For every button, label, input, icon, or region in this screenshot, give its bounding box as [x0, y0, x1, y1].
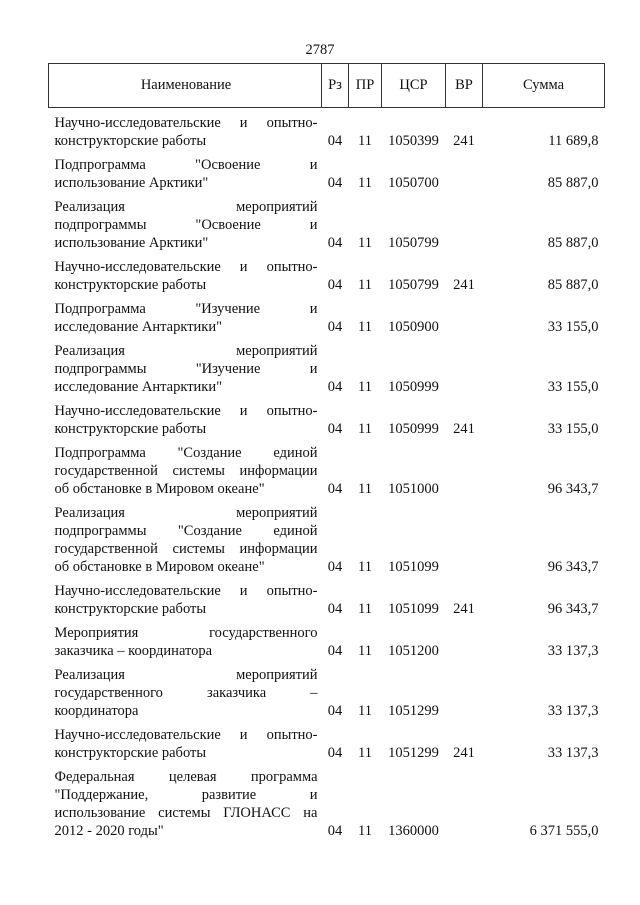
row-rz: 04 — [327, 481, 343, 497]
row-sum: 96 343,7 — [547, 559, 599, 575]
row-name — [49, 150, 322, 192]
row-name — [49, 498, 322, 576]
table-row — [49, 438, 605, 498]
row-pr: 11 — [358, 175, 372, 191]
row-vr — [446, 660, 483, 720]
row-sum: 33 155,0 — [547, 319, 599, 335]
header-row — [49, 64, 605, 108]
row-name-line: Научно-исследовательские и опытно- — [54, 259, 318, 275]
row-rz: 04 — [327, 643, 343, 659]
row-name-line: Научно-исследовательские и опытно- — [54, 727, 318, 743]
row-sum: 33 155,0 — [547, 421, 599, 437]
row-name — [49, 294, 322, 336]
row-pr: 11 — [358, 235, 372, 251]
header-vr: ВР — [446, 64, 483, 108]
row-sum: 11 689,8 — [548, 133, 599, 149]
row-pr: 11 — [358, 319, 372, 335]
row-vr — [446, 618, 483, 660]
row-name-line: Реализация мероприятий — [54, 667, 318, 683]
row-csr: 1050999 — [388, 379, 439, 395]
row-name-line: государственной системы информации — [54, 463, 318, 479]
header-pr: ПР — [349, 64, 382, 108]
row-name-line: координатора — [54, 703, 139, 719]
row-sum: 85 887,0 — [547, 175, 599, 191]
page-number: 2787 — [305, 42, 335, 58]
row-name-line: использование системы ГЛОНАСС на — [54, 805, 318, 821]
table-row — [49, 762, 605, 840]
row-name — [49, 438, 322, 498]
row-name — [49, 396, 322, 438]
row-name — [49, 618, 322, 660]
row-name-line: "Поддержание, развитие и — [54, 787, 318, 803]
row-vr: 241 — [453, 421, 475, 437]
row-vr — [446, 762, 483, 840]
row-rz: 04 — [327, 745, 343, 761]
row-csr: 1050799 — [388, 277, 439, 293]
row-csr: 1050700 — [388, 175, 439, 191]
row-name — [49, 192, 322, 252]
header-rz: Рз — [322, 64, 349, 108]
row-name-line: Научно-исследовательские и опытно- — [54, 403, 318, 419]
row-rz: 04 — [327, 559, 343, 575]
row-name-line: об обстановке в Мировом океане" — [54, 481, 265, 497]
row-name-line: использование Арктики" — [54, 235, 209, 251]
row-name — [49, 576, 322, 618]
row-csr: 1050399 — [388, 133, 439, 149]
row-name — [49, 108, 322, 151]
row-sum: 85 887,0 — [547, 277, 599, 293]
row-csr: 1051099 — [388, 601, 439, 617]
row-csr: 1051299 — [388, 703, 439, 719]
row-csr: 1050799 — [388, 235, 439, 251]
row-name-line: подпрограммы "Освоение и — [54, 217, 318, 233]
table-row — [49, 108, 605, 151]
row-sum: 33 155,0 — [547, 379, 599, 395]
row-vr — [446, 150, 483, 192]
row-csr: 1360000 — [388, 823, 439, 839]
row-pr: 11 — [358, 277, 372, 293]
table-row — [49, 660, 605, 720]
row-name-line: Реализация мероприятий — [54, 505, 318, 521]
row-name-line: Подпрограмма "Освоение и — [54, 157, 318, 173]
row-rz: 04 — [327, 277, 343, 293]
row-name-line: Подпрограмма "Изучение и — [54, 301, 318, 317]
table-row — [49, 336, 605, 396]
row-sum: 33 137,3 — [547, 643, 599, 659]
row-name-line: Мероприятия государственного — [54, 625, 318, 641]
row-name-line: подпрограммы "Изучение и — [54, 361, 318, 377]
row-csr: 1051099 — [388, 559, 439, 575]
row-rz: 04 — [327, 133, 343, 149]
row-name — [49, 252, 322, 294]
row-name-line: конструкторские работы — [54, 745, 207, 761]
row-csr: 1051299 — [388, 745, 439, 761]
row-pr: 11 — [358, 601, 372, 617]
row-rz: 04 — [327, 421, 343, 437]
row-pr: 11 — [358, 745, 372, 761]
table-row — [49, 252, 605, 294]
row-name-line: Научно-исследовательские и опытно- — [54, 115, 318, 131]
row-name-line: Научно-исследовательские и опытно- — [54, 583, 318, 599]
row-rz: 04 — [327, 235, 343, 251]
row-pr: 11 — [358, 643, 372, 659]
row-pr: 11 — [358, 703, 372, 719]
row-rz: 04 — [327, 601, 343, 617]
row-sum: 85 887,0 — [547, 235, 599, 251]
row-csr: 1050900 — [388, 319, 439, 335]
row-name-line: Подпрограмма "Создание единой — [54, 445, 318, 461]
row-csr: 1051000 — [388, 481, 439, 497]
row-vr — [446, 498, 483, 576]
row-name-line: конструкторские работы — [54, 277, 207, 293]
row-name — [49, 720, 322, 762]
row-name-line: 2012 - 2020 годы" — [54, 823, 164, 839]
row-vr: 241 — [453, 745, 475, 761]
table-row — [49, 498, 605, 576]
row-name-line: конструкторские работы — [54, 421, 207, 437]
row-name-line: заказчика – координатора — [54, 643, 213, 659]
row-pr: 11 — [358, 823, 372, 839]
row-pr: 11 — [358, 421, 372, 437]
row-sum: 33 137,3 — [547, 703, 599, 719]
row-sum: 6 371 555,0 — [529, 823, 599, 839]
budget-table — [48, 63, 605, 840]
row-name-line: государственного заказчика – — [54, 685, 318, 701]
row-vr: 241 — [453, 277, 475, 293]
row-name-line: подпрограммы "Создание единой — [54, 523, 318, 539]
row-name-line: государственной системы информации — [54, 541, 318, 557]
row-rz: 04 — [327, 379, 343, 395]
table-row — [49, 720, 605, 762]
row-sum: 96 343,7 — [547, 481, 599, 497]
row-rz: 04 — [327, 319, 343, 335]
row-pr: 11 — [358, 559, 372, 575]
row-csr: 1050999 — [388, 421, 439, 437]
table-row — [49, 576, 605, 618]
header-sum: Сумма — [483, 64, 605, 108]
row-vr — [446, 294, 483, 336]
row-name-line: конструкторские работы — [54, 601, 207, 617]
row-name-line: Реализация мероприятий — [54, 343, 318, 359]
row-vr — [446, 438, 483, 498]
header-name: Наименование — [49, 64, 322, 108]
row-name — [49, 660, 322, 720]
row-rz: 04 — [327, 175, 343, 191]
row-vr: 241 — [453, 601, 475, 617]
row-name-line: использование Арктики" — [54, 175, 209, 191]
row-vr — [446, 192, 483, 252]
row-csr: 1051200 — [388, 643, 439, 659]
row-name — [49, 336, 322, 396]
row-name-line: Реализация мероприятий — [54, 199, 318, 215]
row-pr: 11 — [358, 133, 372, 149]
row-vr — [446, 336, 483, 396]
row-name-line: конструкторские работы — [54, 133, 207, 149]
row-vr: 241 — [453, 133, 475, 149]
row-name-line: исследование Антарктики" — [54, 319, 223, 335]
row-rz: 04 — [327, 703, 343, 719]
row-name-line: об обстановке в Мировом океане" — [54, 559, 265, 575]
row-name — [49, 762, 322, 840]
row-sum: 33 137,3 — [547, 745, 599, 761]
table-row — [49, 150, 605, 192]
row-sum: 96 343,7 — [547, 601, 599, 617]
row-name-line: Федеральная целевая программа — [54, 769, 318, 785]
table-row — [49, 192, 605, 252]
row-rz: 04 — [327, 823, 343, 839]
table-row — [49, 396, 605, 438]
table-row — [49, 618, 605, 660]
header-csr: ЦСР — [382, 64, 446, 108]
row-pr: 11 — [358, 379, 372, 395]
row-pr: 11 — [358, 481, 372, 497]
table-row — [49, 294, 605, 336]
row-name-line: исследование Антарктики" — [54, 379, 223, 395]
